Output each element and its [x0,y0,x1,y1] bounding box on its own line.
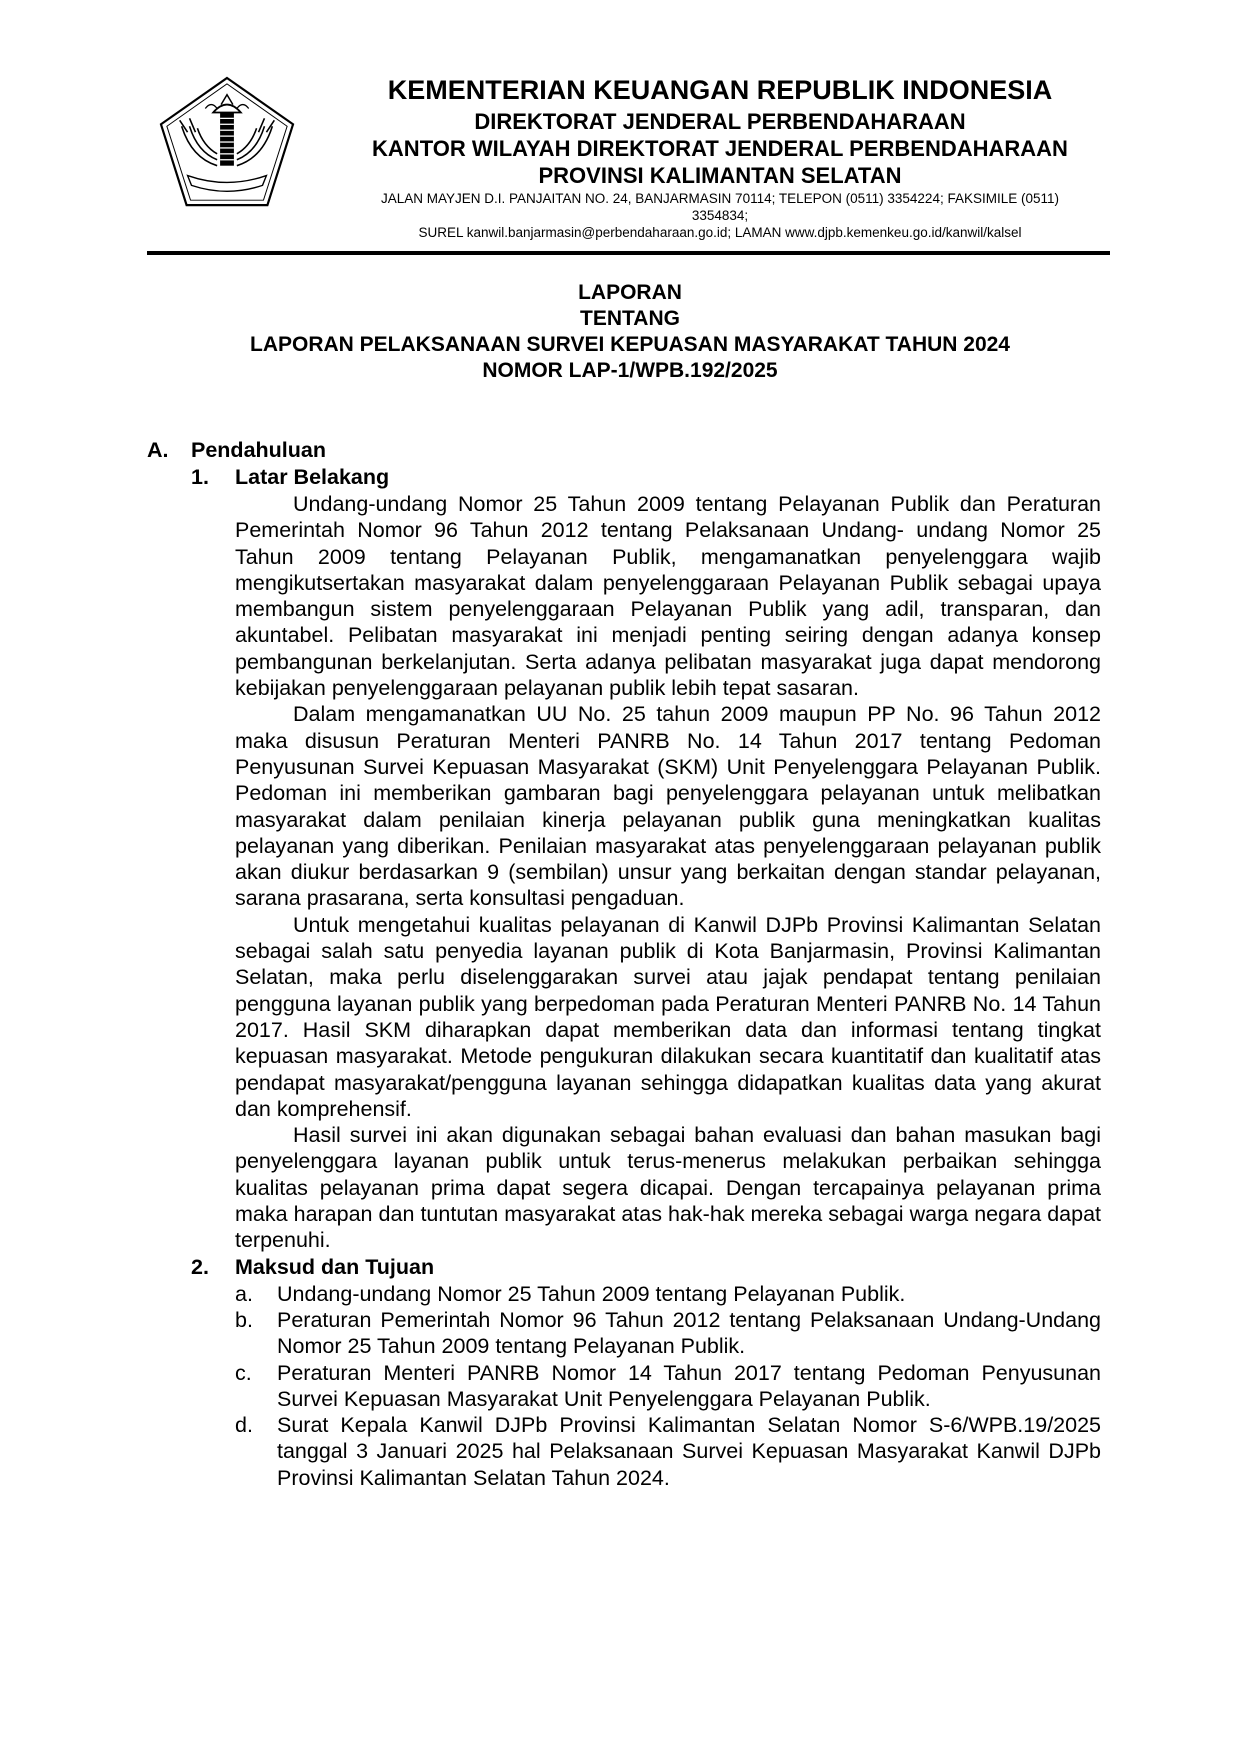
address-line-3: SUREL kanwil.banjarmasin@perbendaharaan.go.id; LAMAN www.djpb.kemenkeu.go.id/kanwil/kalsel [418,225,1022,240]
title-line-2: TENTANG [580,307,680,330]
list-item [235,1307,1101,1360]
report-title [130,280,1130,384]
section-heading-a [147,437,1102,464]
list-item [235,1412,1101,1491]
paragraph: Dalam mengamanatkan UU No. 25 tahun 2009 maupun PP No. 96 Tahun 2012 maka disusun Peraturan Menteri PANRB No. 14 Tahun 2017 tentang Pedoman Penyusunan Survei Kepuasan Masyarakat (SKM) Unit Penyelenggara Pelayanan Publik. Pedoman ini memberikan gambaran bagi penyelenggara pelayanan untuk melibatkan masyarakat dalam penilaian kinerja pelayanan publik guna meningkatkan kualitas pelayanan yang diberikan. Penilaian masyarakat atas penyelenggaraan pelayanan publik akan diukur berdasarkan 9 (sembilan) unsur yang berkaitan dengan standar pelayanan, sarana prasarana, serta konsultasi pengaduan. [235,702,1101,911]
list-item-text: Undang-undang Nomor 25 Tahun 2009 tentang Pelayanan Publik. [277,1281,906,1306]
letterhead-regional-office: KANTOR WILAYAH DIREKTORAT JENDERAL PERBENDAHARAAN [372,136,1068,161]
subsection-heading-1 [191,464,1102,491]
letterhead-divider [147,251,1110,255]
address-line-2: 3354834; [691,208,749,223]
subsection-title: Maksud dan Tujuan [235,1254,435,1279]
purpose-list [235,1281,1101,1491]
list-item-key: c. [235,1360,252,1385]
background-text [235,491,1101,1254]
list-item-key: b. [235,1307,253,1332]
list-item-text: Surat Kepala Kanwil DJPb Provinsi Kalimantan Selatan Nomor S-6/WPB.19/2025 tanggal 3 Januari 2025 hal Pelaksanaan Survei Kepuasan Masyarakat Kanwil DJPb Provinsi Kalimantan Selatan Tahun 2024. [277,1413,1101,1490]
subsection-number: 1. [191,465,209,489]
paragraph: Undang-undang Nomor 25 Tahun 2009 tentang Pelayanan Publik dan Peraturan Pemerintah Nomor 96 Tahun 2012 tentang Pelaksanaan Undang- undang Nomor 25 Tahun 2009 tentang Pelayanan Publik, mengamanatkan penyelenggara wajib mengikutsertakan masyarakat dalam penyelenggaraan Pelayanan Publik sebagai upaya membangun sistem penyelenggaraan Pelayanan Publik yang adil, transparan, dan akuntabel. Pelibatan masyarakat ini menjadi penting seiring dengan adanya konsep pembangunan berkelanjutan. Serta adanya pelibatan masyarakat juga dapat mendorong kebijakan penyelenggaraan pelayanan publik lebih tepat sasaran. [235,492,1101,701]
report-body [147,437,1102,1491]
paragraph: Untuk mengetahui kualitas pelayanan di Kanwil DJPb Provinsi Kalimantan Selatan sebagai salah satu penyedia layanan publik di Kota Banjarmasin, Provinsi Kalimantan Selatan, maka perlu diselenggarakan survei atau jajak pendapat tentang penilaian pengguna layanan publik yang berpedoman pada Peraturan Menteri PANRB No. 14 Tahun 2017. Hasil SKM diharapkan dapat memberikan data dan informasi tentang tingkat kepuasan masyarakat. Metode pengukuran dilakukan secara kuantitatif dan kualitatif atas pendapat masyarakat/pengguna layanan sehingga didapatkan kualitas data yang akurat dan komprehensif. [235,912,1101,1121]
list-item-key: a. [235,1281,253,1306]
title-line-4: NOMOR LAP-1/WPB.192/2025 [482,359,778,382]
list-item [235,1281,1101,1307]
letterhead-address [330,190,1110,241]
ministry-seal-icon [158,75,296,213]
list-item-key: d. [235,1413,253,1438]
section-number: A. [147,438,169,462]
letterhead-directorate: DIREKTORAT JENDERAL PERBENDAHARAAN [474,109,966,134]
subsection-number: 2. [191,1254,209,1279]
subsection-heading-2 [191,1254,1102,1281]
paragraph: Hasil survei ini akan digunakan sebagai bahan evaluasi dan bahan masukan bagi penyelenggara layanan publik untuk terus-menerus melakukan perbaikan sehingga kualitas pelayanan prima dapat segera dicapai. Dengan tercapainya pelayanan prima maka harapan dan tuntutan masyarakat atas hak-hak mereka sebagai warga negara dapat terpenuhi. [235,1123,1101,1253]
list-item-text: Peraturan Pemerintah Nomor 96 Tahun 2012 tentang Pelaksanaan Undang-Undang Nomor 25 Tahun 2009 tentang Pelayanan Publik. [277,1307,1101,1359]
section-title: Pendahuluan [191,438,326,462]
title-line-1: LAPORAN [578,281,682,304]
title-line-3: LAPORAN PELAKSANAAN SURVEI KEPUASAN MASYARAKAT TAHUN 2024 [250,333,1010,356]
letterhead-province: PROVINSI KALIMANTAN SELATAN [538,163,902,188]
list-item [235,1360,1101,1413]
address-line-1: JALAN MAYJEN D.I. PANJAITAN NO. 24, BANJARMASIN 70114; TELEPON (0511) 3354224; FAKSIMILE (0511) [380,191,1059,206]
list-item-text: Peraturan Menteri PANRB Nomor 14 Tahun 2017 tentang Pedoman Penyusunan Survei Kepuasan Masyarakat Unit Penyelenggara Pelayanan Publik. [277,1360,1101,1411]
ministry-logo [158,75,296,213]
subsection-title: Latar Belakang [235,465,390,489]
letterhead-ministry: KEMENTERIAN KEUANGAN REPUBLIK INDONESIA [387,75,1053,105]
